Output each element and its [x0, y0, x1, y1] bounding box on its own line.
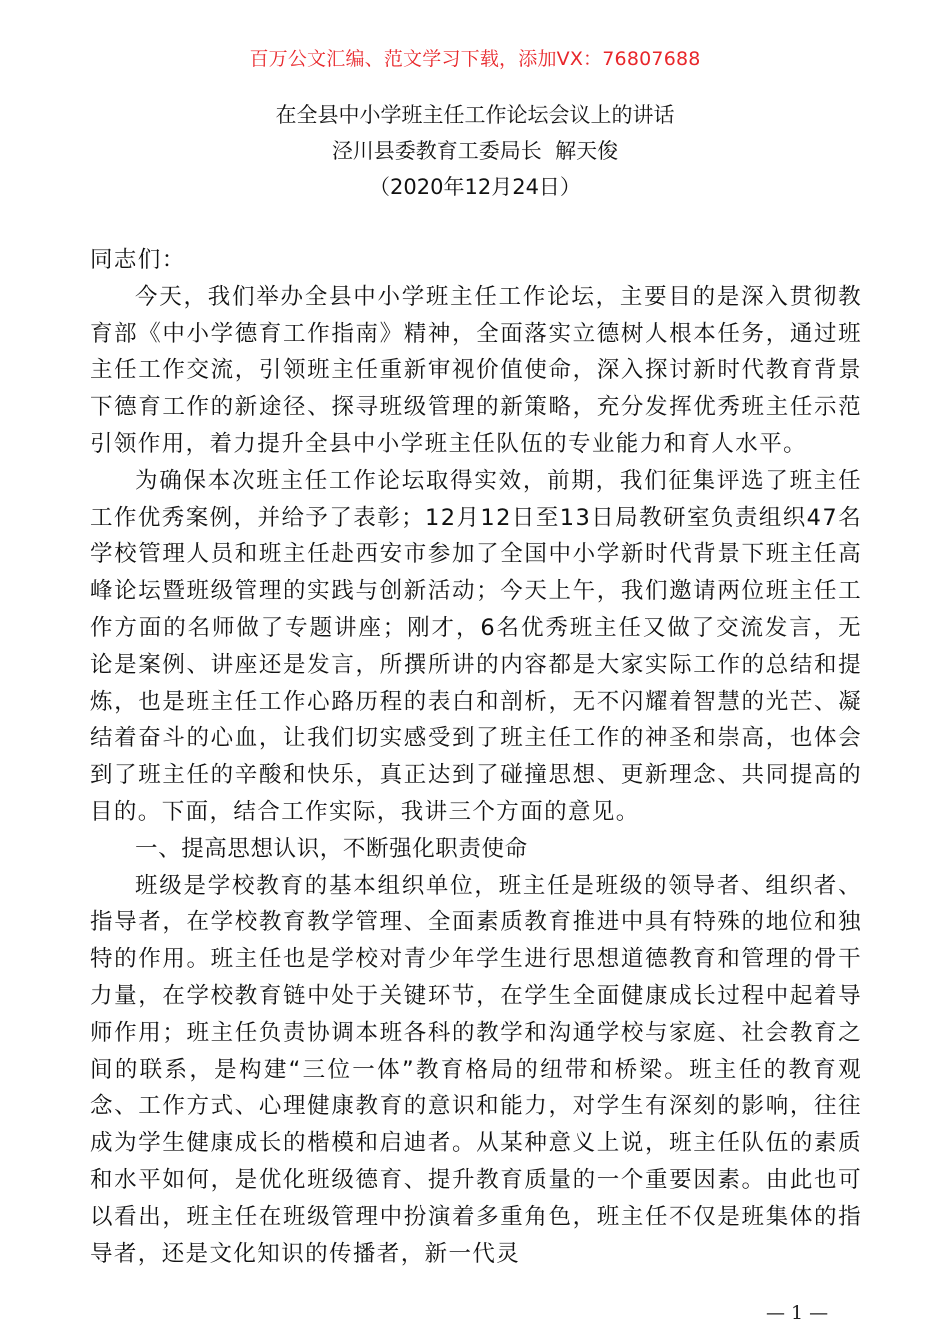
- document-header: [0, 97, 950, 205]
- paragraph-section-1: 班级是学校教育的基本组织单位，班主任是班级的领导者、组织者、指导者，在学校教育教学管理、全面素质教育推进中具有特殊的地位和独特的作用。班主任也是学校对青少年学生进行思想道德教育和管理的骨干力量，在学校教育链中处于关键环节，在学生全面健康成长过程中起着导师作用；班主任负责协调本班各科的教学和沟通学校与家庭、社会教育之间的联系，是构建“三位一体”教育格局的纽带和桥梁。班主任的教育观念、工作方式、心理健康教育的意识和能力，对学生有深刻的影响，往往成为学生健康成长的楷模和启迪者。从某种意义上说，班主任队伍的素质和水平如何，是优化班级德育、提升教育质量的一个重要因素。由此也可以看出，班主任在班级管理中扮演着多重角色，班主任不仅是班集体的指导者，还是文化知识的传播者，新一代灵: [90, 872, 862, 1267]
- document-body: [90, 242, 862, 1272]
- salutation: 同志们：: [90, 247, 186, 273]
- speaker-line: 泾川县委教育工委局长 解天俊: [331, 139, 619, 163]
- page-number: — 1 —: [766, 1302, 829, 1324]
- paragraph-background: 为确保本次班主任工作论坛取得实效，前期，我们征集评选了班主任工作优秀案例，并给予了表彰；12月12日至13日局教研室负责组织47名学校管理人员和班主任赴西安市参加了全国中小学新时代背景下班主任高峰论坛暨班级管理的实践与创新活动；今天上午，我们邀请两位班主任工作方面的名师做了专题讲座；刚才，6名优秀班主任又做了交流发言，无论是案例、讲座还是发言，所撰所讲的内容都是大家实际工作的总结和提炼，也是班主任工作心路历程的表白和剖析，无不闪耀着智慧的光芒、凝结着奋斗的心血，让我们切实感受到了班主任工作的神圣和崇高，也体会到了班主任的辛酸和快乐，真正达到了碰撞思想、更新理念、共同提高的目的。下面，结合工作实际，我讲三个方面的意见。: [90, 467, 862, 825]
- watermark-banner: 百万公文汇编、范文学习下载，添加VX：76807688: [249, 48, 701, 70]
- paragraph-intro: 今天，我们举办全县中小学班主任工作论坛，主要目的是深入贯彻教育部《中小学德育工作指南》精神，全面落实立德树人根本任务，通过班主任工作交流，引领班主任重新审视价值使命，深入探讨新时代教育背景下德育工作的新途径、探寻班级管理的新策略，充分发挥优秀班主任示范引领作用，着力提升全县中小学班主任队伍的专业能力和育人水平。: [90, 283, 862, 457]
- section-heading-1: 一、提高思想认识，不断强化职责使命: [135, 835, 528, 862]
- document-title: 在全县中小学班主任工作论坛会议上的讲话: [275, 103, 675, 127]
- speech-date: （2020年12月24日）: [369, 175, 581, 199]
